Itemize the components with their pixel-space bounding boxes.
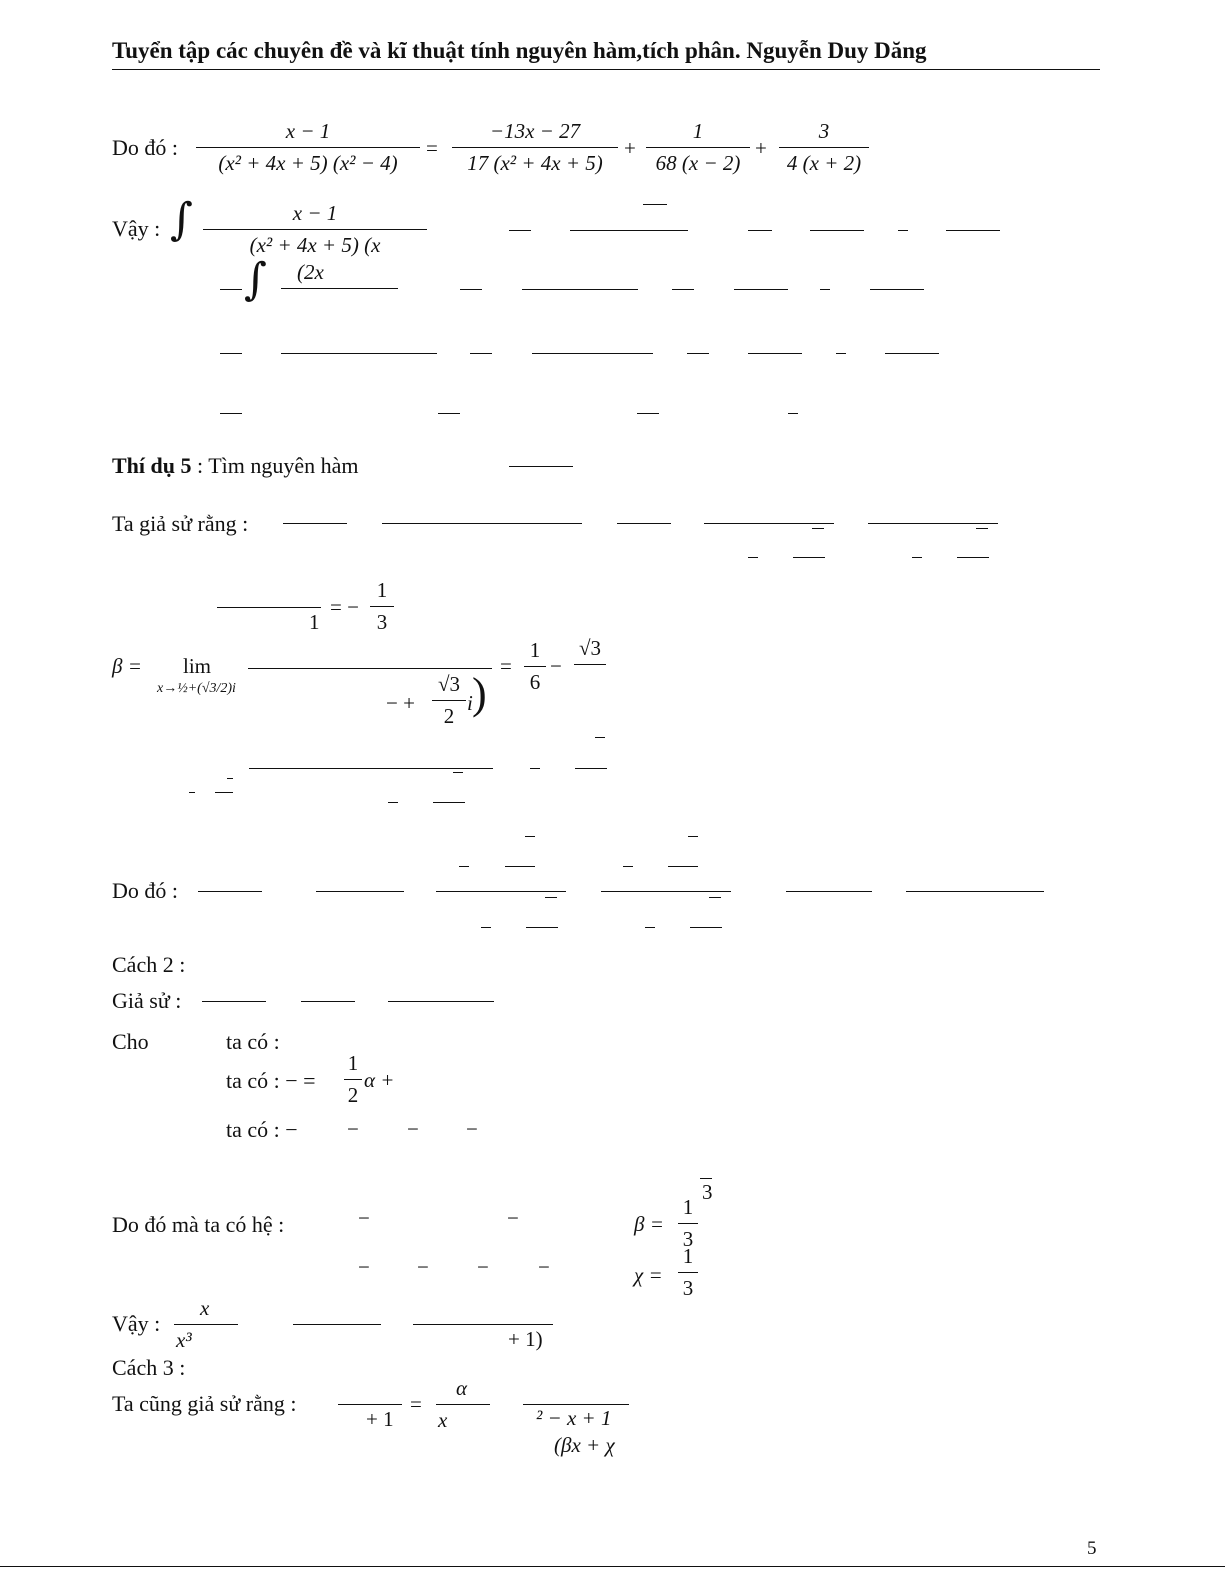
beta-value-fraction xyxy=(678,1197,698,1250)
method-3-title: Cách 3 : xyxy=(112,1355,186,1380)
x-denominator: x xyxy=(436,1404,490,1431)
fraction-bar xyxy=(668,866,698,867)
ta-co-3: ta có : − xyxy=(226,1117,298,1142)
alpha-numerator: α xyxy=(456,1376,468,1400)
one-third-denominator: 3 xyxy=(370,606,394,633)
term1-denominator: 17 (x² + 4x + 5) xyxy=(452,147,618,174)
one-sixth-denominator: 6 xyxy=(524,666,546,693)
fraction-bar xyxy=(601,891,731,892)
fraction-bar xyxy=(570,230,688,231)
fraction-bar xyxy=(526,927,558,928)
fraction-bar xyxy=(470,353,492,354)
overline xyxy=(812,528,824,529)
method-2-title: Cách 2 : xyxy=(112,952,186,977)
sqrt3-numerator-2: √3 xyxy=(578,636,602,660)
fraction-bar xyxy=(220,353,242,354)
sqrt3-fraction xyxy=(574,638,606,691)
term3-fraction xyxy=(779,121,869,174)
example-5-label: Thí dụ 5 xyxy=(112,453,192,478)
fraction-bar xyxy=(388,1001,494,1002)
sqrt3-over-2 xyxy=(432,674,466,727)
integral2-fraction xyxy=(281,262,398,315)
overline xyxy=(595,737,605,738)
term3-denominator: 4 (x + 2) xyxy=(779,147,869,174)
plus-sign-1: + xyxy=(624,136,636,160)
fraction-bar xyxy=(215,792,233,793)
conclusion-fraction xyxy=(174,1298,238,1351)
system-dash-2: − xyxy=(507,1206,519,1230)
lhs-numerator: x − 1 xyxy=(285,119,331,143)
chi-solution-label: χ = xyxy=(634,1263,663,1287)
two-denominator: 2 xyxy=(432,700,466,727)
fraction-bar xyxy=(301,1001,355,1002)
fraction-bar xyxy=(316,891,404,892)
chi-denominator: 3 xyxy=(678,1272,698,1299)
one-half-numerator: 1 xyxy=(347,1051,359,1075)
beta-denominator: 3 xyxy=(678,1223,698,1250)
fraction-bar xyxy=(433,802,465,803)
beta-equals: β = xyxy=(112,654,142,678)
fraction-bar xyxy=(413,1324,553,1325)
integrand-numerator: x − 1 xyxy=(292,201,338,225)
method-3-assume: Ta cũng giả sử rằng : xyxy=(112,1391,297,1416)
method3-den-2: ² − x + 1 xyxy=(536,1406,612,1430)
one-third-numerator: 1 xyxy=(376,578,388,602)
do-do-label-1: Do đó : xyxy=(112,135,178,160)
fraction-bar xyxy=(220,289,242,290)
one-sixth-fraction xyxy=(524,640,546,693)
one-half-denominator: 2 xyxy=(344,1079,362,1106)
fraction-bar xyxy=(522,289,638,290)
fraction-bar xyxy=(532,353,653,354)
fraction-bar xyxy=(509,466,573,467)
fraction-bar xyxy=(868,523,998,524)
integrand-fraction xyxy=(203,203,427,256)
conclusion-numerator: x xyxy=(200,1296,210,1320)
fraction-bar xyxy=(912,557,922,558)
alpha-over-x xyxy=(436,1378,490,1431)
one-third-fraction xyxy=(370,580,394,633)
fraction-bar xyxy=(198,891,262,892)
denominator-one: 1 xyxy=(309,610,320,634)
fraction-bar xyxy=(623,866,633,867)
page-number: 5 xyxy=(1087,1538,1097,1559)
fraction-bar xyxy=(672,289,694,290)
fraction-bar xyxy=(436,891,566,892)
right-paren: ) xyxy=(472,669,487,718)
overline xyxy=(700,1178,712,1179)
fraction-bar xyxy=(509,230,531,231)
equals-minus: = − xyxy=(330,595,359,619)
fraction-bar xyxy=(505,866,535,867)
fraction-bar xyxy=(189,792,195,793)
minus-b: − xyxy=(407,1117,419,1141)
fraction-bar xyxy=(946,230,1000,231)
fraction-bar xyxy=(836,353,846,354)
fraction-bar xyxy=(793,557,825,558)
bottom-divider xyxy=(0,1566,1225,1567)
integrand-denominator: (x² + 4x + 5) (x xyxy=(203,229,427,256)
fraction-bar xyxy=(786,891,872,892)
fraction-bar xyxy=(248,668,492,669)
fraction-bar xyxy=(906,891,1044,892)
fraction-bar xyxy=(820,289,830,290)
fraction-bar xyxy=(293,1324,381,1325)
example-5-text: : Tìm nguyên hàm xyxy=(197,453,359,478)
fraction-bar xyxy=(748,353,802,354)
minus-sign: − xyxy=(550,654,562,678)
fraction-bar xyxy=(748,557,758,558)
system-label: Do đó mà ta có hệ : xyxy=(112,1212,285,1237)
fraction-bar xyxy=(734,289,788,290)
fraction-bar xyxy=(810,230,864,231)
system-dash-3: − xyxy=(358,1255,370,1279)
fraction-bar xyxy=(283,523,347,524)
fraction-bar xyxy=(530,768,540,769)
imag-unit: i xyxy=(467,691,473,715)
fraction-bar xyxy=(220,413,242,414)
fraction-bar xyxy=(617,523,671,524)
overline xyxy=(453,772,463,773)
minus-a: − xyxy=(347,1117,359,1141)
chi-numerator: 1 xyxy=(682,1244,694,1268)
fraction-bar xyxy=(687,353,709,354)
fraction-bar xyxy=(202,1001,266,1002)
limit-subscript: x→½+(√3/2)i xyxy=(157,681,236,696)
fraction-bar xyxy=(481,927,491,928)
ta-co-1: ta có : xyxy=(226,1029,280,1054)
fraction-bar xyxy=(788,413,798,414)
fraction-bar xyxy=(645,927,655,928)
system-dash-1: − xyxy=(358,1206,370,1230)
sqrt3-denominator-2 xyxy=(574,664,606,691)
limit-operator: lim xyxy=(183,654,212,678)
overline xyxy=(227,778,233,779)
plus-sign-2: + xyxy=(755,136,767,160)
conclusion-denominator: x³ xyxy=(174,1324,238,1351)
fraction-bar xyxy=(704,523,834,524)
system-dash-6: − xyxy=(538,1255,550,1279)
fraction-bar xyxy=(637,413,659,414)
system-dash-4: − xyxy=(417,1255,429,1279)
assume-label: Ta giả sử rằng : xyxy=(112,511,249,536)
term1-numerator: −13x − 27 xyxy=(489,119,581,143)
integral2-denominator xyxy=(281,288,398,315)
fraction-bar xyxy=(338,1404,402,1405)
vay-label-1: Vậy : xyxy=(112,216,161,241)
overline-three: 3 xyxy=(702,1180,713,1204)
fraction-bar xyxy=(249,768,493,769)
lhs-fraction xyxy=(196,121,420,174)
beta-numerator: 1 xyxy=(682,1195,694,1219)
integral-sign-1: ∫ xyxy=(170,194,193,245)
fraction-bar xyxy=(460,289,482,290)
fraction-bar xyxy=(898,230,908,231)
term2-fraction xyxy=(646,121,750,174)
method3-den-3: (βx + χ xyxy=(554,1433,615,1457)
fraction-bar xyxy=(575,768,607,769)
alpha-plus: α + xyxy=(364,1068,395,1092)
term2-denominator: 68 (x − 2) xyxy=(646,147,750,174)
example-5-title xyxy=(112,455,359,477)
fraction-bar xyxy=(690,927,722,928)
chi-value-fraction xyxy=(678,1246,698,1299)
integral2-numerator: (2x xyxy=(297,260,324,284)
overline xyxy=(709,897,721,898)
fraction-bar xyxy=(217,607,321,608)
term1-fraction xyxy=(452,121,618,174)
do-do-label-2: Do đó : xyxy=(112,878,178,903)
overline xyxy=(688,836,698,837)
fraction-bar xyxy=(870,289,924,290)
fraction-bar xyxy=(281,353,437,354)
fraction-bar xyxy=(382,523,582,524)
overline xyxy=(545,897,557,898)
lhs-denominator: (x² + 4x + 5) (x² − 4) xyxy=(196,147,420,174)
running-header: Tuyển tập các chuyên đề và kĩ thuật tính nguyên hàm,tích phân. Nguyễn Duy Dăng xyxy=(112,38,1100,70)
term2-numerator: 1 xyxy=(692,119,704,143)
method-2-assume: Giả sử : xyxy=(112,988,182,1013)
one-half-fraction xyxy=(344,1053,362,1106)
equals-sign: = xyxy=(426,136,438,160)
method3-lhs-den: + 1 xyxy=(366,1407,394,1431)
fraction-bar xyxy=(388,802,398,803)
fraction-bar xyxy=(748,230,772,231)
fraction-bar xyxy=(459,866,469,867)
one-sixth-numerator: 1 xyxy=(529,638,541,662)
ta-co-2: ta có : − = xyxy=(226,1068,316,1093)
system-dash-5: − xyxy=(477,1255,489,1279)
term3-numerator: 3 xyxy=(818,119,830,143)
minus-c: − xyxy=(466,1117,478,1141)
overline xyxy=(976,528,988,529)
overline xyxy=(643,204,667,205)
fraction-bar xyxy=(885,353,939,354)
fraction-bar xyxy=(438,413,460,414)
equals-sign-2: = xyxy=(500,654,512,678)
beta-solution-label: β = xyxy=(634,1212,664,1236)
conclusion-tail: + 1) xyxy=(508,1327,543,1351)
cho-label: Cho xyxy=(112,1029,149,1054)
overline xyxy=(525,836,535,837)
vay-label-2: Vậy : xyxy=(112,1311,161,1336)
fraction-bar xyxy=(957,557,989,558)
sqrt3-numerator: √3 xyxy=(437,672,461,696)
equals-sign-3: = xyxy=(410,1392,422,1416)
fraction-bar xyxy=(523,1404,629,1405)
minus-plus: − + xyxy=(386,691,415,715)
integral-sign-2: ∫ xyxy=(244,254,267,305)
